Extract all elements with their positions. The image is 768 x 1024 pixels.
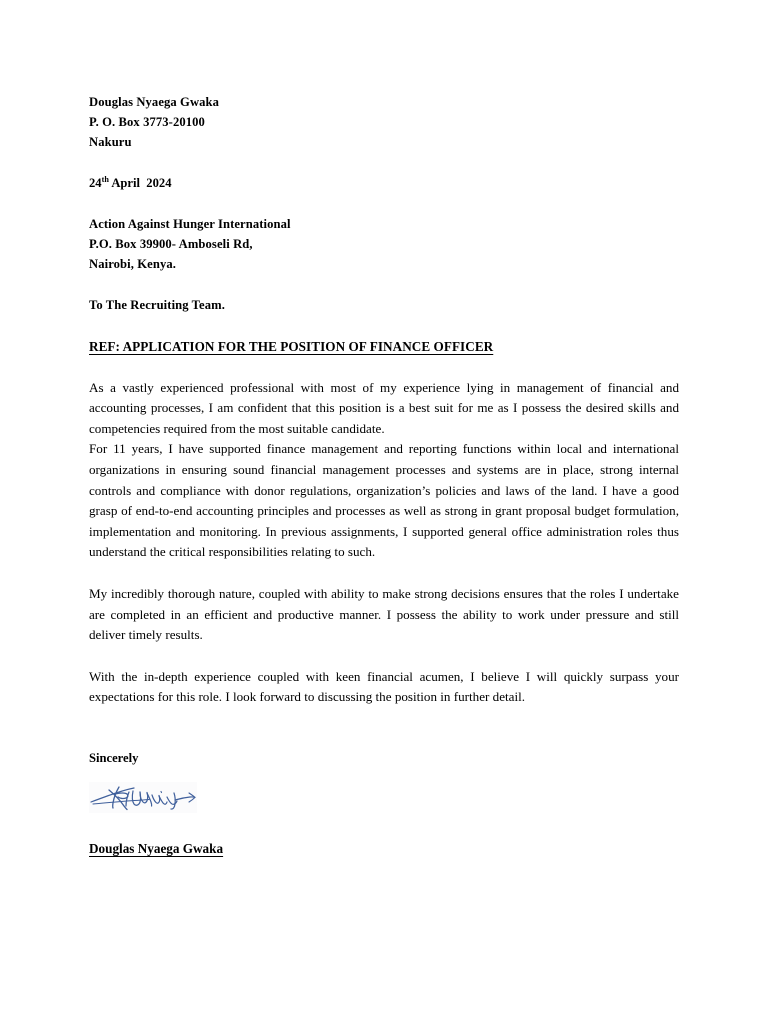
date-day: 24 [89, 175, 102, 190]
spacer-after-recipient [89, 274, 679, 295]
date-rest: April 2024 [108, 175, 172, 190]
body-paragraph-4: With the in-depth experience coupled with keen financial acumen, I believe I will quickly surpass your expectations for this role. I look forward to discussing the position in further detail. [89, 668, 679, 705]
letter-date [89, 173, 679, 193]
signature-image [89, 782, 197, 813]
spacer-after-date [89, 193, 679, 214]
spacer-after-sender [89, 153, 679, 173]
recipient-po-box: P.O. Box 39900- Amboseli Rd, [89, 237, 253, 252]
body-paragraph-3: My incredibly thorough nature, coupled with ability to make strong decisions ensures that the roles I undertake are completed in an efficient and productive manner. I possess the ability to work under pressure and still deliver timely results. [89, 585, 679, 643]
sender-po-box: P. O. Box 3773-20100 [89, 115, 205, 130]
spacer-before-signer-name [89, 813, 679, 839]
recipient-address-block [89, 214, 679, 275]
date-day-suffix: th [101, 174, 109, 184]
sender-city: Nakuru [89, 135, 132, 150]
spacer-before-signature [89, 768, 679, 782]
body-paragraph-2: For 11 years, I have supported finance management and reporting functions within local and international organizations in ensuring sound financial management processes and systems are in place, strong internal controls and compliance with donor regulations, organization’s policies and laws of the land. I have a good grasp of end-to-end accounting principles and processes as well as strong in grant proposal budget formulation, implementation and monitoring. In previous assignments, I supported general office administration roles thus understand the critical responsibilities relating to such. [89, 441, 679, 560]
spacer-after-paragraph-2 [89, 563, 679, 584]
spacer-after-salutation [89, 316, 679, 337]
signature-strokes [89, 782, 197, 813]
signer-name-wrapper [89, 839, 679, 859]
subject-line: REF: APPLICATION FOR THE POSITION OF FINANCE OFFICER [89, 338, 494, 354]
recipient-city: Nairobi, Kenya. [89, 257, 176, 272]
sender-name: Douglas Nyaega Gwaka [89, 95, 220, 109]
recipient-organization: Action Against Hunger International [89, 216, 291, 231]
sender-address-block [89, 92, 679, 153]
subject-line-wrapper [89, 337, 679, 357]
closing-salutation: Sincerely [89, 750, 139, 765]
spacer-before-closing [89, 708, 679, 748]
spacer-after-subject [89, 357, 679, 378]
letter-content [89, 92, 679, 859]
spacer-after-paragraph-3 [89, 646, 679, 667]
body-paragraph-1: As a vastly experienced professional with most of my experience lying in management of financial and accounting processes, I am confident that this position is a best suit for me as I possess the desired skills and competencies required from the most suitable candidate. [89, 379, 679, 436]
signer-name: Douglas Nyaega Gwaka [89, 841, 224, 857]
salutation: To The Recruiting Team. [89, 298, 225, 313]
